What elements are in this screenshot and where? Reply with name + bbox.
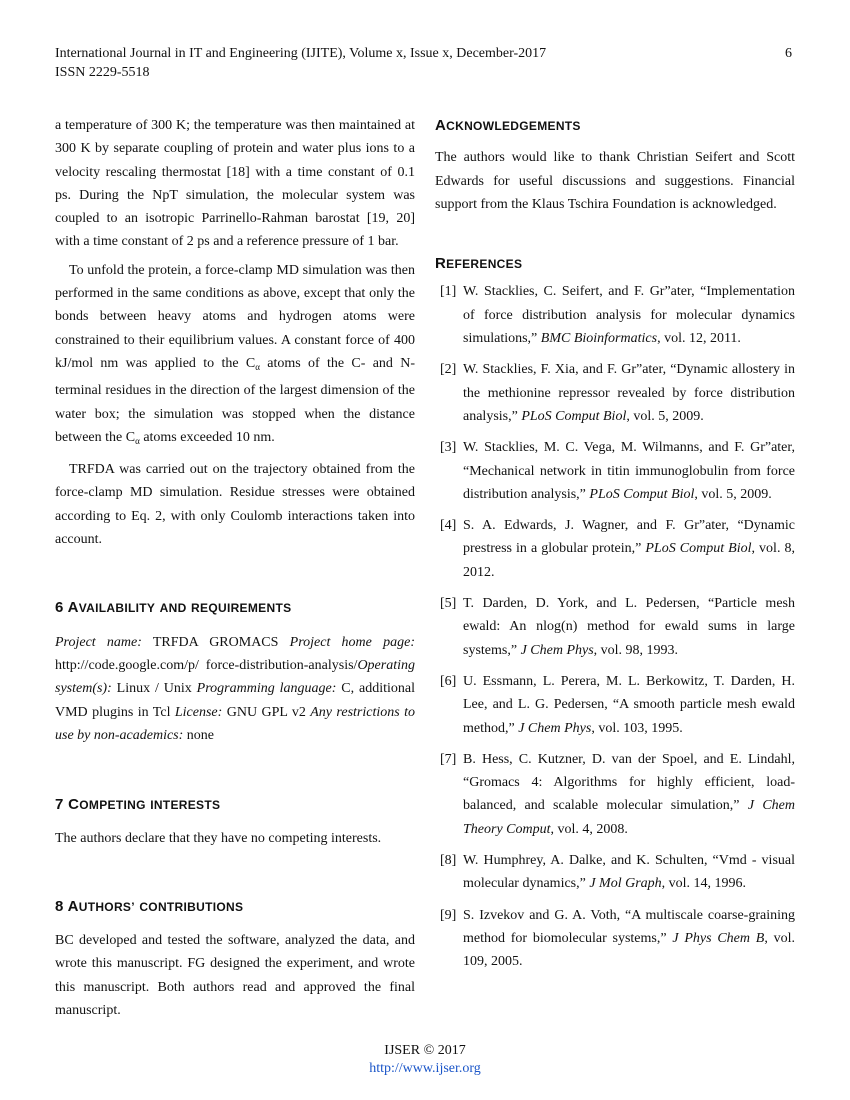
reference-volume-year: , vol. 103, 1995. <box>591 720 683 736</box>
reference-item <box>435 904 795 974</box>
issn: ISSN 2229-5518 <box>55 65 150 80</box>
reference-journal: J Chem Phys <box>520 642 594 658</box>
paragraph-force-clamp <box>55 259 415 453</box>
reference-journal: J Chem Theory Comput <box>463 798 795 837</box>
section-heading-references: REFERENCES <box>435 255 523 273</box>
reference-number: [4] <box>440 518 457 534</box>
project-home-link: http://code.google.com/p/ force-distribution-analysis/ <box>55 657 358 673</box>
authors-contributions-text: BC developed and tested the software, analyzed the data, and wrote this manuscript. FG designed the experiment, and wrote this manuscript. Both authors read and approved the final manuscript. <box>55 933 415 1018</box>
reference-volume-year: , vol. 8, 2012. <box>463 541 795 580</box>
reference-item <box>435 748 795 841</box>
force-clamp-text-b: atoms of the C- and N-terminal residues in the direction of the largest dimension of the water box; the simulation was stopped when the distance between the C <box>55 355 415 445</box>
reference-authors-title: W. Stacklies, F. Xia, and F. Gr”ater, “Dynamic allostery in the methionine repressor revealed by force distribution analysis,” <box>463 362 795 424</box>
reference-volume-year: , vol. 98, 1993. <box>593 642 679 658</box>
page-number: 6 <box>785 46 792 61</box>
section-heading-competing-interests: 7 COMPETING INTERESTS <box>55 796 221 814</box>
competing-interests-text: The authors declare that they have no competing interests. <box>55 831 382 847</box>
reference-authors-title: S. A. Edwards, J. Wagner, and F. Gr”ater, “Dynamic prestress in a globular protein,” <box>463 518 795 557</box>
reference-authors-title: W. Stacklies, C. Seifert, and F. Gr”ater, “Implementation of force distribution analysis for molecular dynamics simulations,” <box>463 284 795 347</box>
reference-number: [9] <box>440 907 457 923</box>
section-heading-authors-contributions: 8 AUTHORS’ CONTRIBUTIONS <box>55 897 244 915</box>
reference-journal: PLoS Comput Biol <box>521 408 627 424</box>
reference-item <box>435 358 795 428</box>
reference-journal: J Chem Phys <box>518 720 592 736</box>
reference-number: [8] <box>440 853 457 869</box>
reference-authors-title: W. Humphrey, A. Dalke, and K. Schulten, “Vmd - visual molecular dynamics,” <box>463 853 795 892</box>
reference-number: [2] <box>440 362 457 378</box>
footer-link[interactable]: http://www.ijser.org <box>369 1061 481 1076</box>
reference-item <box>435 280 795 350</box>
journal-title: International Journal in IT and Engineering (IJITE), Volume x, Issue x, December-2017 <box>55 46 547 61</box>
reference-journal: J Mol Graph <box>589 876 662 892</box>
left-column <box>55 114 415 1022</box>
reference-journal: J Phys Chem B <box>672 930 765 946</box>
running-header <box>55 44 792 82</box>
reference-authors-title: T. Darden, D. York, and L. Pedersen, “Particle mesh ewald: An nlog(n) method for ewald sums in large systems,” <box>463 596 795 658</box>
reference-list <box>435 280 795 973</box>
reference-journal: BMC Bioinformatics <box>540 331 658 347</box>
reference-number: [3] <box>440 440 457 456</box>
reference-item <box>435 670 795 740</box>
reference-volume-year: , vol. 5, 2009. <box>626 408 704 424</box>
reference-item <box>435 849 795 896</box>
force-clamp-text-c: atoms exceeded 10 nm. <box>139 429 275 445</box>
reference-number: [6] <box>440 673 457 689</box>
reference-journal: PLoS Comput Biol <box>589 486 695 502</box>
reference-volume-year: , vol. 109, 2005. <box>463 930 795 970</box>
reference-number: [5] <box>440 596 457 612</box>
force-clamp-text-a: To unfold the protein, a force-clamp MD simulation was then performed in the same conditions as above, except that only the bonds between heavy atoms and hydrogen atoms were constrained to their equilibrium values. A constant force of 400 kJ/mol nm was applied to the C <box>55 262 415 371</box>
alpha-subscript: α <box>135 435 140 446</box>
page-footer <box>0 1042 850 1078</box>
reference-number: [1] <box>440 284 457 300</box>
reference-volume-year: , vol. 4, 2008. <box>550 821 628 837</box>
right-column <box>435 114 795 974</box>
reference-volume-year: , vol. 12, 2011. <box>657 331 741 347</box>
reference-authors-title: B. Hess, C. Kutzner, D. van der Spoel, and E. Lindahl, “Gromacs 4: Algorithms for highly efficient, load-balanced, and scalable molecular simulation,” <box>463 751 795 814</box>
footer-copyright: IJSER © 2017 <box>384 1043 466 1058</box>
reference-item <box>435 592 795 662</box>
paragraph-trfda: TRFDA was carried out on the trajectory obtained from the force-clamp MD simulation. Residue stresses were obtained according to Eq. 2, with only Coulomb interactions taken into account. <box>55 462 415 548</box>
section-heading-availability: 6 AVAILABILITY AND REQUIREMENTS <box>55 599 292 617</box>
section-heading-acknowledgements: ACKNOWLEDGEMENTS <box>435 117 581 134</box>
alpha-subscript: α <box>255 361 260 372</box>
reference-item <box>435 514 795 584</box>
reference-authors-title: S. Izvekov and G. A. Voth, “A multiscale coarse-graining method for biomolecular systems,” <box>463 907 795 946</box>
reference-item <box>435 436 795 506</box>
acknowledgements-text: The authors would like to thank Christian Seifert and Scott Edwards for useful discussions and suggestions. Financial support from the Klaus Tschira Foundation is acknowledged. <box>435 150 795 212</box>
paragraph-equilibration: a temperature of 300 K; the temperature was then maintained at 300 K by separate coupling of protein and water plus ions to a velocity rescaling thermostat [18] with a time constant of 0.1 ps. During the NpT simulation, the molecular system was coupled to an isotropic Parrinello-Rahman barostat [19, 20] with a time constant of 2 ps and a reference pressure of 1 bar. <box>55 118 415 250</box>
availability-details: Project name: TRFDA GROMACS Project home page: http://code.google.com/p/ force-distribution-analysis/Operating system(s): Linux / Unix Programming language: C, additional VMD plugins in Tcl License: GNU GPL v2 Any restrictions to use by non-academics: none <box>55 634 415 743</box>
reference-volume-year: , vol. 5, 2009. <box>694 486 772 502</box>
reference-authors-title: W. Stacklies, M. C. Vega, M. Wilmanns, and F. Gr”ater, “Mechanical network in titin immunoglobulin from force distribution analysis,” <box>463 440 795 502</box>
reference-number: [7] <box>440 751 457 767</box>
reference-journal: PLoS Comput Biol <box>645 541 752 557</box>
reference-volume-year: , vol. 14, 1996. <box>661 876 747 892</box>
reference-authors-title: U. Essmann, L. Perera, M. L. Berkowitz, T. Darden, H. Lee, and L. G. Pedersen, “A smooth particle mesh ewald method,” <box>463 673 795 736</box>
